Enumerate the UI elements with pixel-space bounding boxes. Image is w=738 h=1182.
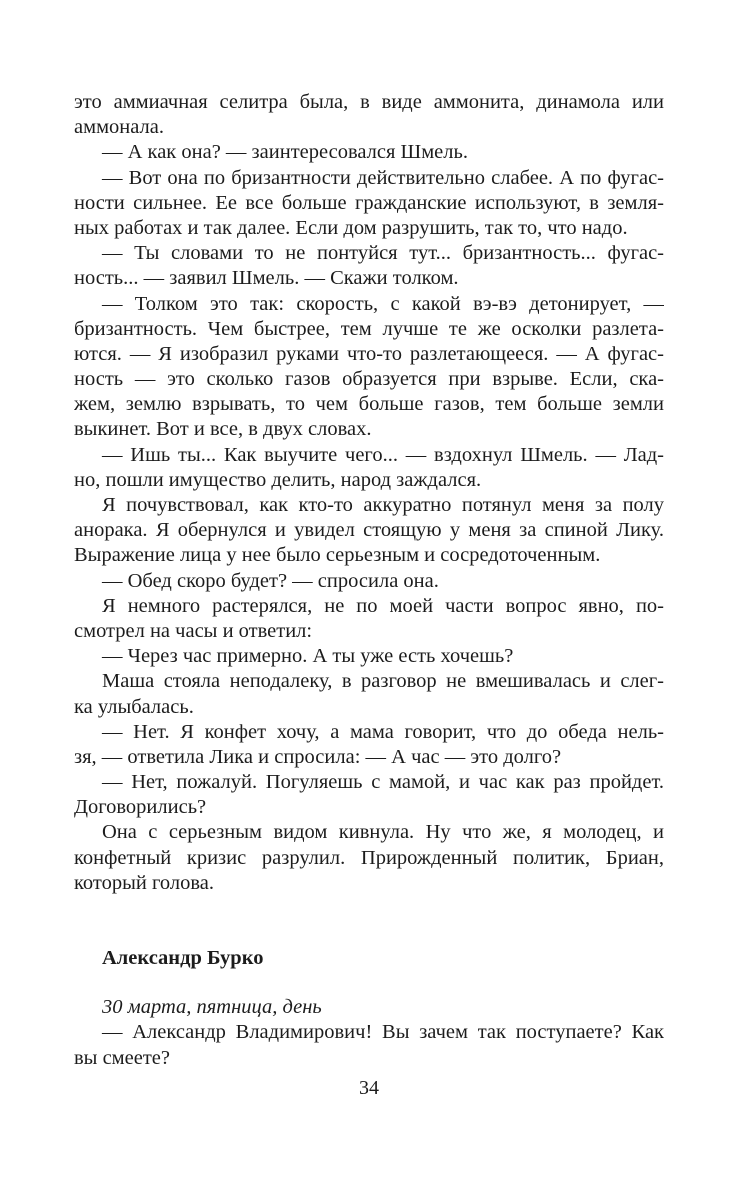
text-line: вы смеете? [74, 1046, 171, 1069]
text-line: ных работах и так далее. Если дом разрушить, так то, что надо. [74, 216, 628, 239]
text-line: жем, землю взрывать, то чем больше газов, тем больше земли [74, 393, 664, 416]
text-line: ности сильнее. Ее все больше гражданские используют, в земля- [74, 191, 664, 214]
text-line: ка улыбалась. [74, 695, 194, 718]
text-line: выкинет. Вот и все, в двух словах. [74, 418, 372, 441]
text-line: — Обед скоро будет? — спросила она. [102, 569, 439, 592]
text-line: — Нет, пожалуй. Погуляешь с мамой, и час как раз пройдет. [102, 771, 664, 794]
text-line: ются. — Я изобразил руками что-то разлетающееся. — А фугас- [74, 342, 664, 365]
text-line: конфетный кризис разрулил. Прирожденный политик, Бриан, [74, 846, 664, 869]
section-heading: Александр Бурко [102, 947, 264, 969]
date-heading: 30 марта, пятница, день [102, 996, 322, 1019]
text-line: — Через час примерно. А ты уже есть хочешь? [102, 645, 514, 668]
text-line: — Вот она по бризантности действительно слабее. А по фугас- [102, 166, 664, 189]
text-line: аммонала. [74, 116, 164, 139]
text-line: анорака. Я обернулся и увидел стоящую у меня за спиной Лику. [74, 519, 664, 542]
text-line: это аммиачная селитра была, в виде аммонита, динамола или [74, 91, 664, 113]
text-line: — А как она? — заинтересовался Шмель. [102, 141, 468, 164]
page-number: 34 [359, 1077, 379, 1099]
text-line: — Ишь ты... Как выучите чего... — вздохнул Шмель. — Лад- [102, 443, 664, 466]
text-line: — Толком это так: скорость, с какой вэ-вэ детонирует, — [102, 292, 664, 315]
text-line: но, пошли имущество делить, народ заждался. [74, 468, 482, 491]
text-column [74, 90, 664, 1071]
text-line: — Александр Владимирович! Вы зачем так поступаете? Как [102, 1021, 664, 1044]
text-line: Маша стояла неподалеку, в разговор не вмешивалась и слег- [102, 670, 664, 693]
text-line: ность — это сколько газов образуется при взрыве. Если, ска- [74, 368, 664, 391]
text-line: бризантность. Чем быстрее, тем лучше те же осколки разлета- [74, 317, 664, 340]
text-line: ность... — заявил Шмель. — Скажи толком. [74, 267, 459, 290]
text-line: — Ты словами то не понтуйся тут... бризантность... фугас- [102, 242, 664, 265]
text-line: Договорились? [74, 796, 207, 819]
text-line: смотрел на часы и ответил: [74, 619, 313, 642]
text-line: Выражение лица у нее было серьезным и сосредоточенным. [74, 544, 601, 567]
text-line: зя, — ответила Лика и спросила: — А час — это долго? [74, 745, 562, 768]
text-line: который голова. [74, 871, 214, 894]
text-line: — Нет. Я конфет хочу, а мама говорит, что до обеда нель- [102, 720, 664, 743]
text-line: Она с серьезным видом кивнула. Ну что же, я молодец, и [102, 821, 664, 844]
text-line: Я немного растерялся, не по моей части вопрос явно, по- [102, 594, 664, 617]
text-line: Я почувствовал, как кто-то аккуратно потянул меня за полу [102, 494, 664, 516]
